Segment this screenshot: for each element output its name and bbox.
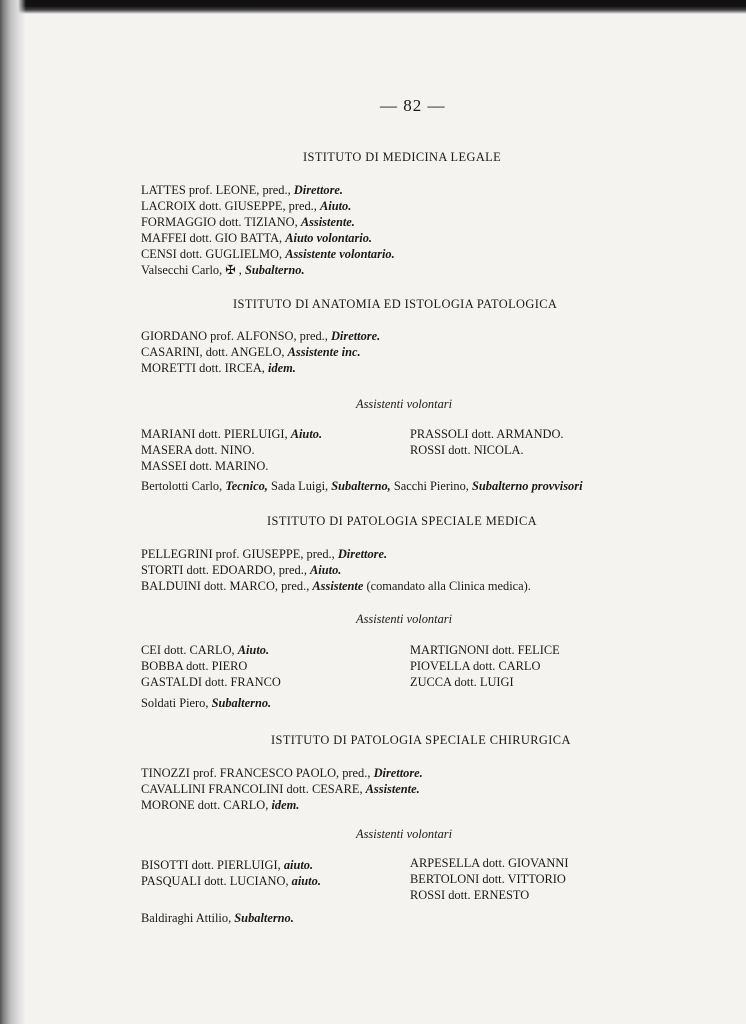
staff-line: STORTI dott. EDOARDO, pred., Aiuto. (141, 563, 342, 577)
staff-line: GIORDANO prof. ALFONSO, pred., Direttore. (141, 329, 381, 343)
staff-line: CENSI dott. GUGLIELMO, Assistente volontario. (141, 247, 395, 261)
staff-line: GASTALDI dott. FRANCO (141, 675, 281, 689)
staff-line: CASARINI, dott. ANGELO, Assistente inc. (141, 345, 361, 359)
section-heading: ISTITUTO DI MEDICINA LEGALE (303, 150, 502, 164)
staff-footer-line: Baldiraghi Attilio, Subalterno. (141, 911, 294, 925)
subheading: Assistenti volontari (356, 612, 453, 626)
staff-line: MAFFEI dott. GIO BATTA, Aiuto volontario. (141, 231, 373, 245)
staff-line: MARIANI dott. PIERLUIGI, Aiuto. (141, 427, 323, 441)
section-heading: ISTITUTO DI PATOLOGIA SPECIALE MEDICA (267, 514, 537, 528)
staff-line: BISOTTI dott. PIERLUIGI, aiuto. (141, 858, 314, 872)
staff-footer-line: Bertolotti Carlo, Tecnico, Sada Luigi, Subalterno, Sacchi Pierino, Subalterno provvisori (141, 479, 583, 493)
staff-line: Valsecchi Carlo, ✠ , Subalterno. (141, 263, 305, 277)
staff-line: TINOZZI prof. FRANCESCO PAOLO, pred., Direttore. (141, 766, 423, 780)
staff-line: PELLEGRINI prof. GIUSEPPE, pred., Direttore. (141, 547, 388, 561)
staff-line: PIOVELLA dott. CARLO (410, 659, 541, 673)
subheading: Assistenti volontari (356, 397, 453, 411)
staff-line: BERTOLONI dott. VITTORIO (410, 872, 566, 886)
subheading: Assistenti volontari (356, 827, 453, 841)
staff-line: PASQUALI dott. LUCIANO, aiuto. (141, 874, 321, 888)
staff-line: ARPESELLA dott. GIOVANNI (410, 856, 569, 870)
staff-line: MASSEI dott. MARINO. (141, 459, 269, 473)
staff-line: MORETTI dott. IRCEA, idem. (141, 361, 296, 375)
staff-line: ZUCCA dott. LUIGI (410, 675, 514, 689)
staff-line: ROSSI dott. NICOLA. (410, 443, 524, 457)
staff-line: MASERA dott. NINO. (141, 443, 255, 457)
staff-footer-line: Soldati Piero, Subalterno. (141, 696, 272, 710)
scan-left-edge (0, 0, 26, 1024)
page-number: — 82 — (380, 96, 446, 115)
staff-line: MORONE dott. CARLO, idem. (141, 798, 300, 812)
section-heading: ISTITUTO DI PATOLOGIA SPECIALE CHIRURGICA (271, 733, 571, 747)
staff-line: PRASSOLI dott. ARMANDO. (410, 427, 564, 441)
scan-top-edge (0, 0, 746, 14)
staff-line: CEI dott. CARLO, Aiuto. (141, 643, 270, 657)
staff-line: LACROIX dott. GIUSEPPE, pred., Aiuto. (141, 199, 352, 213)
staff-line: LATTES prof. LEONE, pred., Direttore. (141, 183, 344, 197)
staff-line: MARTIGNONI dott. FELICE (410, 643, 560, 657)
staff-line: CAVALLINI FRANCOLINI dott. CESARE, Assistente. (141, 782, 420, 796)
staff-line: BOBBA dott. PIERO (141, 659, 248, 673)
section-heading: ISTITUTO DI ANATOMIA ED ISTOLOGIA PATOLOGICA (233, 297, 558, 311)
staff-line: BALDUINI dott. MARCO, pred., Assistente (comandato alla Clinica medica). (141, 579, 531, 593)
staff-line: FORMAGGIO dott. TIZIANO, Assistente. (141, 215, 355, 229)
staff-line: ROSSI dott. ERNESTO (410, 888, 530, 902)
